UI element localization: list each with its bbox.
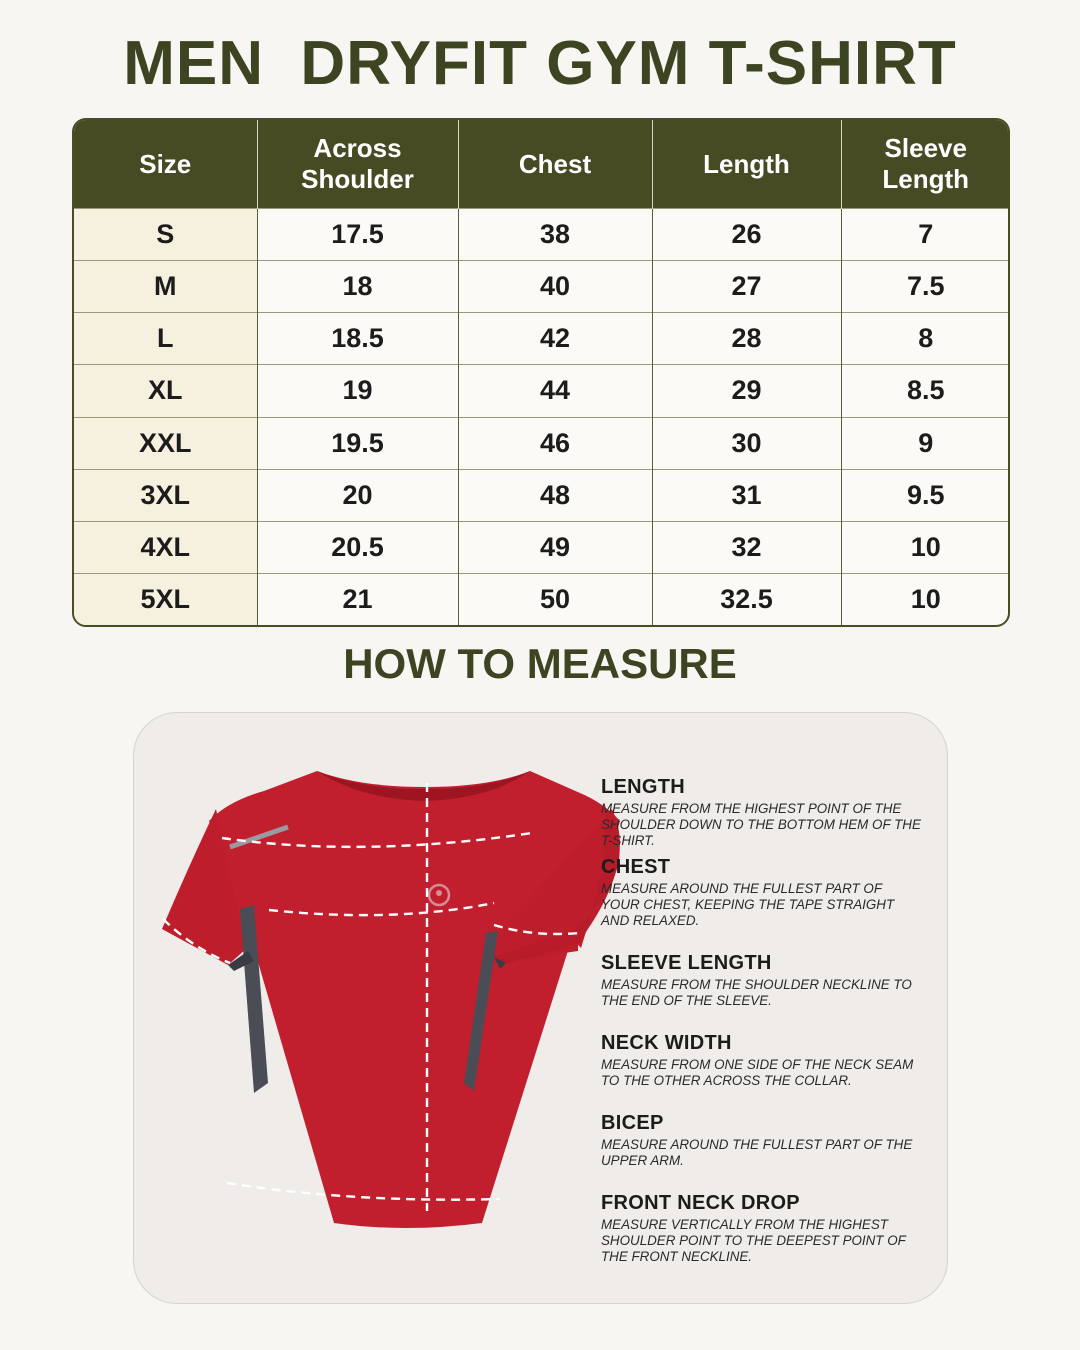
header-sleeve-length: Sleeve Length (841, 120, 1010, 209)
length-cell: 28 (652, 313, 841, 365)
chest-cell: 38 (458, 209, 652, 261)
how-to-measure-title: HOW TO MEASURE (343, 640, 737, 687)
size-cell: XL (74, 365, 257, 417)
length-cell: 31 (652, 469, 841, 521)
shoulder-cell: 19 (257, 365, 458, 417)
chest-cell: 40 (458, 261, 652, 313)
length-cell: 32.5 (652, 573, 841, 625)
table-row (74, 521, 1010, 573)
guide-neck-width (601, 1032, 921, 1089)
table-row (74, 261, 1010, 313)
table-row (74, 209, 1010, 261)
table-header-row (74, 120, 1010, 209)
size-cell: 3XL (74, 469, 257, 521)
shoulder-cell: 20.5 (257, 521, 458, 573)
size-chart-table (72, 118, 1010, 627)
header-size: Size (74, 120, 257, 209)
size-cell: M (74, 261, 257, 313)
chest-logo-dot (436, 890, 442, 896)
size-cell: 5XL (74, 573, 257, 625)
guide-heading: BICEP (601, 1112, 664, 1134)
guide-heading: CHEST (601, 856, 671, 878)
header-chest: Chest (458, 120, 652, 209)
length-cell: 27 (652, 261, 841, 313)
table-row (74, 313, 1010, 365)
page-title: MEN DRYFIT GYM T-SHIRT (123, 29, 957, 98)
guide-heading: SLEEVE LENGTH (601, 952, 772, 974)
guide-chest (601, 856, 921, 929)
sleeve-cell: 7 (841, 209, 1010, 261)
chest-cell: 46 (458, 417, 652, 469)
sleeve-cell: 8.5 (841, 365, 1010, 417)
guide-text: MEASURE AROUND THE FULLEST PART OF THE UPPER ARM. (601, 1137, 913, 1168)
length-cell: 32 (652, 521, 841, 573)
shoulder-cell: 21 (257, 573, 458, 625)
shoulder-cell: 17.5 (257, 209, 458, 261)
chest-cell: 42 (458, 313, 652, 365)
shirt-body (209, 771, 620, 1228)
guide-heading: LENGTH (601, 776, 686, 798)
guide-text: MEASURE FROM THE SHOULDER NECKLINE TO THE END OF THE SLEEVE. (601, 977, 912, 1008)
header-across-shoulder: Across Shoulder (257, 120, 458, 209)
guide-sleeve-length (601, 952, 921, 1009)
sleeve-cell: 9 (841, 417, 1010, 469)
guide-heading: FRONT NECK DROP (601, 1192, 800, 1214)
chest-cell: 50 (458, 573, 652, 625)
table-row (74, 417, 1010, 469)
size-cell: XXL (74, 417, 257, 469)
sleeve-cell: 10 (841, 573, 1010, 625)
guide-front-neck-drop (601, 1192, 921, 1265)
guide-text: MEASURE AROUND THE FULLEST PART OF YOUR CHEST, KEEPING THE TAPE STRAIGHT AND RELAXED. (601, 881, 895, 928)
chest-cell: 49 (458, 521, 652, 573)
table-row (74, 365, 1010, 417)
size-cell: 4XL (74, 521, 257, 573)
guide-text: MEASURE VERTICALLY FROM THE HIGHEST SHOULDER POINT TO THE DEEPEST POINT OF THE FRONT NECKLINE. (601, 1217, 906, 1264)
sleeve-cell: 7.5 (841, 261, 1010, 313)
sleeve-cell: 8 (841, 313, 1010, 365)
guide-text: MEASURE FROM ONE SIDE OF THE NECK SEAM TO THE OTHER ACROSS THE COLLAR. (601, 1057, 914, 1088)
shoulder-cell: 18.5 (257, 313, 458, 365)
shoulder-cell: 18 (257, 261, 458, 313)
shoulder-cell: 19.5 (257, 417, 458, 469)
length-cell: 29 (652, 365, 841, 417)
sleeve-cell: 9.5 (841, 469, 1010, 521)
chest-cell: 44 (458, 365, 652, 417)
size-cell: S (74, 209, 257, 261)
guide-text: MEASURE FROM THE HIGHEST POINT OF THE SHOULDER DOWN TO THE BOTTOM HEM OF THE T-SHIRT. (601, 801, 921, 848)
shoulder-cell: 20 (257, 469, 458, 521)
guide-bicep (601, 1112, 921, 1169)
chest-cell: 48 (458, 469, 652, 521)
length-cell: 26 (652, 209, 841, 261)
table-row (74, 573, 1010, 625)
header-length: Length (652, 120, 841, 209)
length-cell: 30 (652, 417, 841, 469)
guide-heading: NECK WIDTH (601, 1032, 732, 1054)
table-row (74, 469, 1010, 521)
sleeve-cell: 10 (841, 521, 1010, 573)
size-cell: L (74, 313, 257, 365)
guide-length (601, 776, 921, 849)
